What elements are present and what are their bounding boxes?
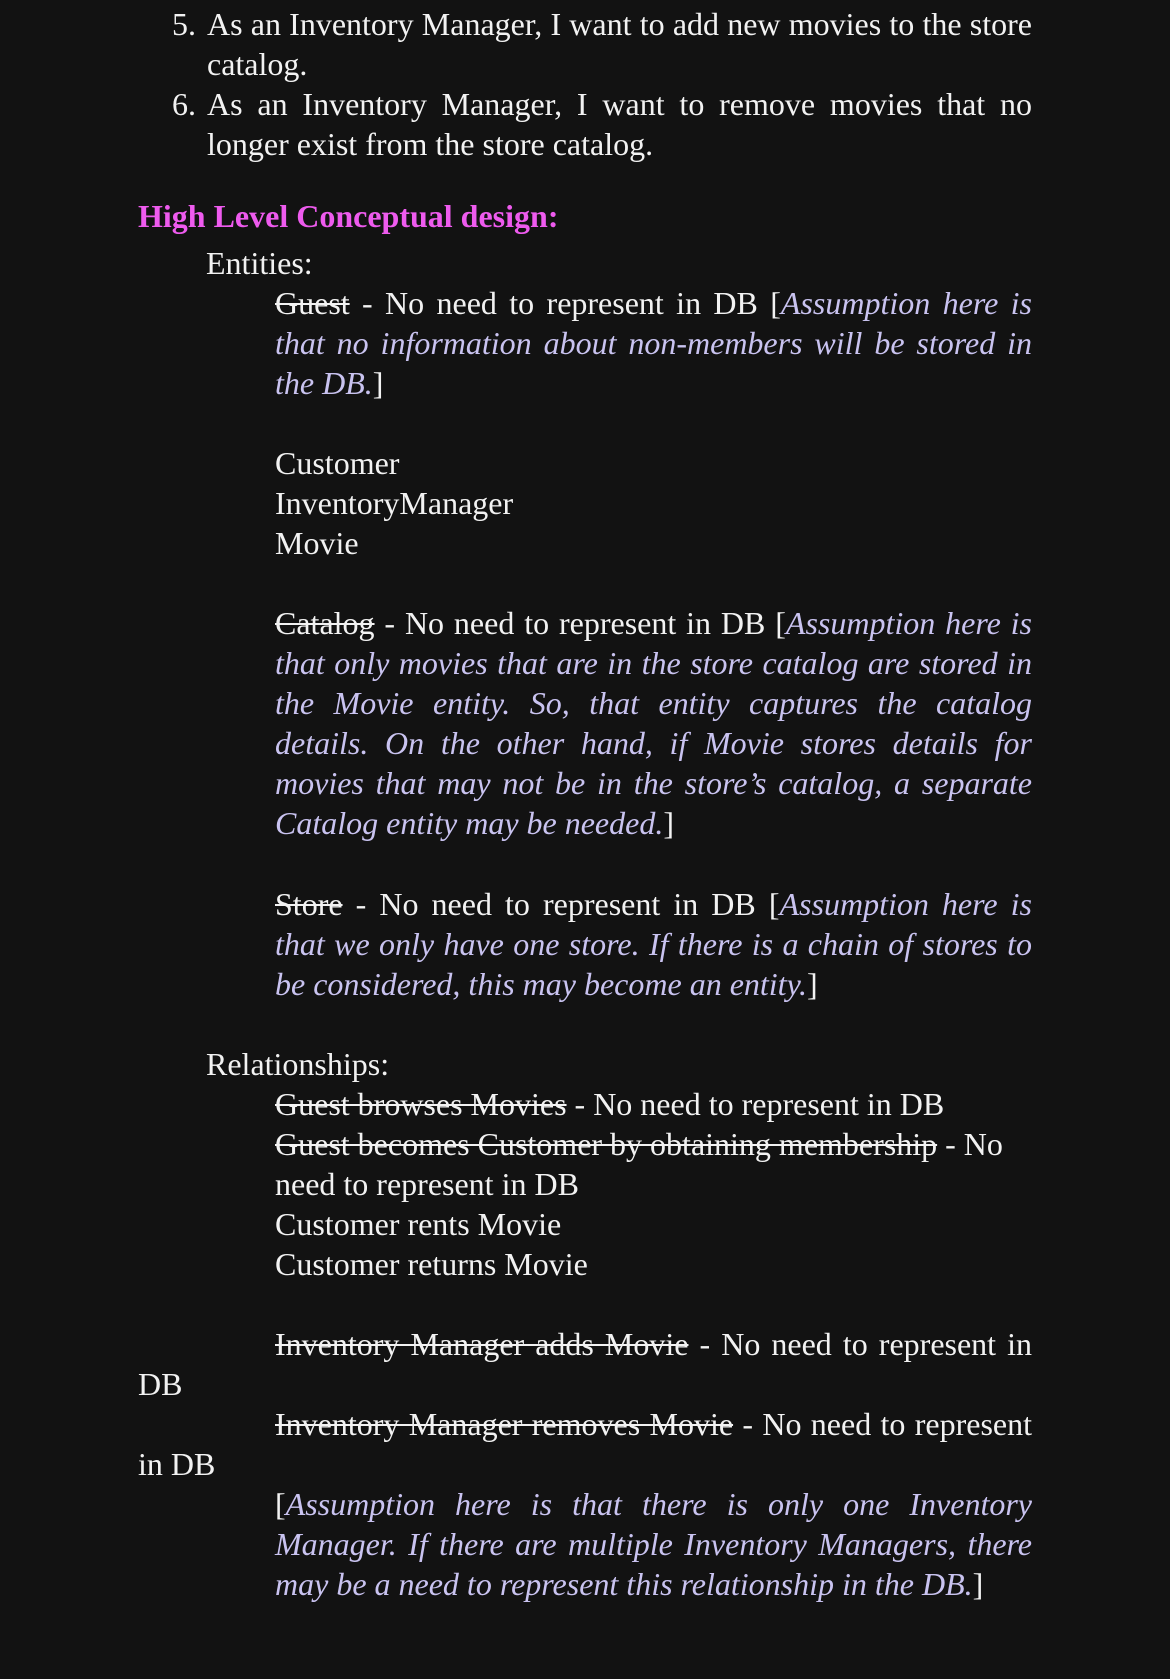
entity-store xyxy=(275,884,1032,1004)
assumption-text: Assumption here is that no information about non-members will be stored in the DB. xyxy=(275,285,1033,401)
bracket: [ xyxy=(275,1486,286,1522)
section-heading: High Level Conceptual design: xyxy=(138,198,559,234)
entity-catalog xyxy=(275,603,1032,843)
entity-inventory-manager: InventoryManager xyxy=(275,485,514,521)
entity-note: - No need to represent in DB [ xyxy=(342,886,780,922)
entity-note: - No need to represent in DB [ xyxy=(374,605,786,641)
relationship-guest-browses xyxy=(275,1084,1032,1124)
relationship-note: - No need to represent in DB xyxy=(138,1406,1033,1482)
entity-name: Store xyxy=(275,886,343,922)
relationship-name: Guest browses Movies xyxy=(275,1086,567,1122)
relationship-adds xyxy=(138,1324,1032,1404)
relationship-name: Inventory Manager removes Movie xyxy=(275,1406,734,1442)
assumption-text: Assumption here is that there is only one Inventory Manager. If there are multiple Inventory Managers, there may be a need to represent this relationship in the DB. xyxy=(275,1486,1032,1602)
entity-customer: Customer xyxy=(275,445,400,481)
relationship-removes xyxy=(138,1404,1032,1484)
bracket: ] xyxy=(372,365,384,401)
relationships-label: Relationships: xyxy=(206,1046,390,1082)
story-number: 5. xyxy=(172,6,196,42)
relationship-rents: Customer rents Movie xyxy=(275,1206,562,1242)
assumption-text: Assumption here is that we only have one store. If there is a chain of stores to be considered, this may become an entity. xyxy=(275,886,1033,1002)
entity-name: Guest xyxy=(275,285,350,321)
user-story-5 xyxy=(172,4,1032,84)
bracket: ] xyxy=(807,966,818,1002)
story-number: 6. xyxy=(172,86,196,122)
relationship-note: - No need to represent in DB xyxy=(275,1126,1003,1202)
relationship-name: Inventory Manager adds Movie xyxy=(275,1326,689,1362)
bracket: ] xyxy=(663,805,674,841)
assumption-text: Assumption here is that only movies that are in the store catalog are stored in the Movie entity. So, that entity captures the catalog details. On the other hand, if Movie stores details for movies that may not be in the store’s catalog, a separate Catalog entity may be needed. xyxy=(275,605,1033,841)
story-text: As an Inventory Manager, I want to remove movies that no longer exist from the store catalog. xyxy=(207,86,1032,162)
entity-name: Catalog xyxy=(275,605,375,641)
relationship-note: - No need to represent in DB xyxy=(138,1326,1033,1402)
story-text: As an Inventory Manager, I want to add new movies to the store catalog. xyxy=(207,6,1032,82)
relationship-assumption xyxy=(275,1484,1032,1604)
relationship-returns: Customer returns Movie xyxy=(275,1246,588,1282)
entities-label: Entities: xyxy=(206,245,313,281)
user-story-6 xyxy=(172,84,1032,164)
entity-guest xyxy=(275,283,1032,403)
relationship-guest-becomes xyxy=(275,1124,1032,1204)
entity-movie: Movie xyxy=(275,525,359,561)
relationship-name: Guest becomes Customer by obtaining membership xyxy=(275,1126,938,1162)
bracket: ] xyxy=(972,1566,984,1602)
entity-list xyxy=(275,443,1032,563)
relationship-note: - No need to represent in DB xyxy=(566,1086,945,1122)
entity-note: - No need to represent in DB [ xyxy=(349,285,781,321)
